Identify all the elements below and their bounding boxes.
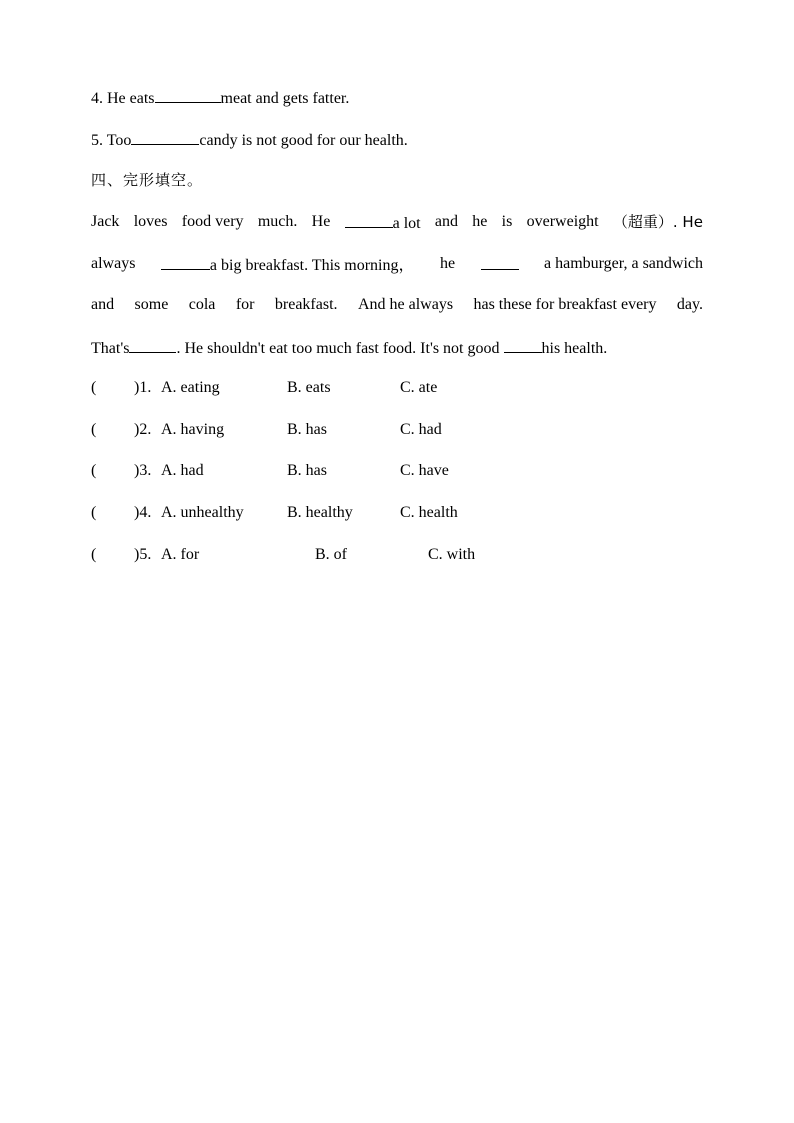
answer-paren[interactable]: ( [91,421,97,438]
option-a[interactable]: A. had [161,462,204,479]
passage-word: breakfast. [274,296,338,313]
option-a[interactable]: A. having [161,421,225,438]
blank-line [345,212,393,228]
option-c[interactable]: C. had [400,421,442,438]
answer-paren[interactable]: ( [91,462,97,479]
sentence-4-end: meat and gets fatter. [220,90,350,107]
sentence-4-blank [155,87,221,103]
passage-word: has these for breakfast every [473,296,657,313]
option-c[interactable]: C. have [400,462,449,479]
answer-paren[interactable]: ( [91,504,97,521]
question-number: )3. [134,462,152,479]
blank-line [161,254,210,270]
passage-word: food very [181,213,244,230]
passage-blank-4 [129,337,176,353]
passage-word: a lot [392,215,421,232]
passage-word: he [439,255,456,272]
option-a[interactable]: A. for [161,546,200,563]
option-b[interactable]: B. of [315,546,347,563]
passage-word: for [235,296,255,313]
passage-line-1 [91,212,703,234]
passage-blank-5 [504,337,542,353]
passage-word: That's [91,340,130,357]
passage-word: a big breakfast. This morning， [209,257,415,274]
sentence-5-blank [131,129,199,145]
passage-word: overweight [526,213,599,230]
question-number: )5. [134,546,152,563]
sentence-4 [91,87,349,109]
passage-blank-3 [481,254,519,276]
question-number: )4. [134,504,152,521]
passage-word: . He shouldn't eat too much fast food. It's not good [176,340,500,357]
passage-word: Jack [91,213,120,230]
option-a[interactable]: A. eating [161,379,220,396]
passage-word: is [501,213,513,230]
passage-word: a hamburger, a sandwich [543,255,703,272]
passage-word: cola [188,296,216,313]
section-title: 四、完形填空。 [91,171,204,189]
passage-blank-1 [345,212,421,234]
option-c[interactable]: C. health [400,504,458,521]
passage-blank-2 [161,254,415,276]
passage-word: he [472,213,488,230]
passage-word: always [91,255,136,272]
sentence-5-start: 5. Too [91,132,132,149]
passage-word: day. [676,296,703,313]
passage-word: He [311,213,331,230]
sentence-5-end: candy is not good for our health. [199,132,408,149]
answer-paren[interactable]: ( [91,546,97,563]
passage-line-2 [91,254,703,276]
passage-line-4 [91,337,607,359]
option-b[interactable]: B. eats [287,379,331,396]
option-c[interactable]: C. ate [400,379,438,396]
option-b[interactable]: B. healthy [287,504,353,521]
option-a[interactable]: A. unhealthy [161,504,244,521]
passage-word: some [134,296,169,313]
option-b[interactable]: B. has [287,421,327,438]
sentence-5 [91,129,408,151]
blank-line [481,254,519,270]
passage-word: and [91,296,115,313]
option-b[interactable]: B. has [287,462,327,479]
passage-line-3 [91,295,703,315]
passage-word: his health. [541,340,608,357]
question-number: )1. [134,379,152,396]
passage-word: loves [133,213,168,230]
passage-word: And he always [357,296,454,313]
question-number: )2. [134,421,152,438]
passage-word: much. [257,213,298,230]
passage-word: and [434,213,458,230]
option-c[interactable]: C. with [428,546,476,563]
answer-paren[interactable]: ( [91,379,97,396]
passage-word: （超重）. He [612,213,703,231]
sentence-4-start: 4. He eats [91,90,155,107]
